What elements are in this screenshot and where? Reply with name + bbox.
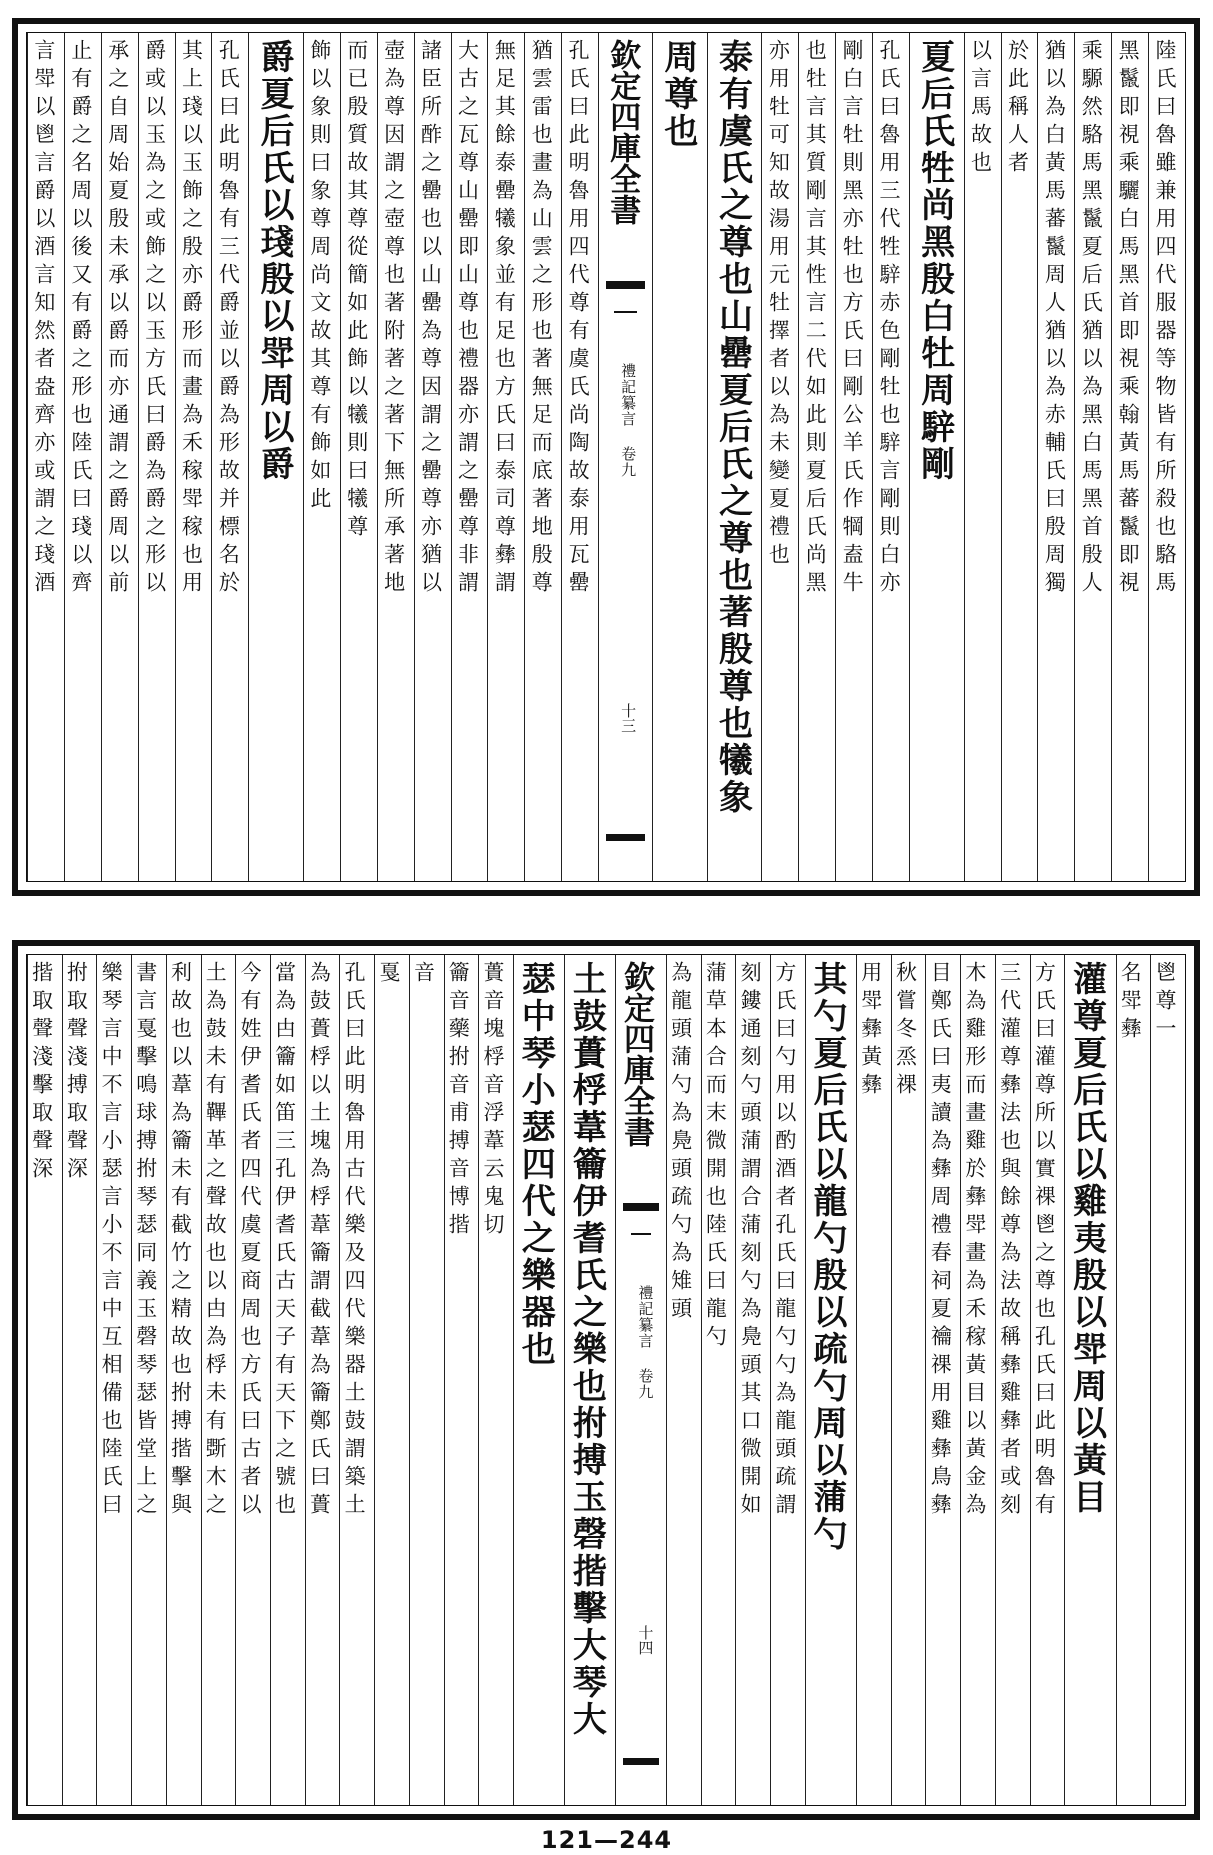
commentary-column: 其上琖以玉飾之殷亦爵形而畫為禾稼斝稼也用 xyxy=(175,33,212,881)
commentary-column: 書言戛擊鳴球搏拊琴瑟同義玉磬琴瑟皆堂上之 xyxy=(131,955,166,1805)
commentary-column: 孔氏曰此明魯有三代爵並以爵為形故并標名於 xyxy=(211,33,248,881)
main-text-column: 周尊也 xyxy=(652,33,707,881)
volume-name: 卷九 xyxy=(619,446,638,478)
commentary-column: 樂琴言中不言小瑟言小不言中互相備也陸氏曰 xyxy=(96,955,131,1805)
main-text-column: 泰有虞氏之尊也山罍夏后氏之尊也著殷尊也犧象 xyxy=(707,33,762,881)
main-text-column: 土鼓蕢桴葦籥伊耆氏之樂也拊搏玉磬揩擊大琴大 xyxy=(564,955,615,1805)
top-page-text-block xyxy=(26,32,1186,882)
commentary-column: 無足其餘泰罍犧象並有足也方氏曰泰司尊彝謂 xyxy=(487,33,524,881)
center-gutter xyxy=(615,955,666,1805)
volume-name: 卷九 xyxy=(636,1368,655,1400)
book-name: 禮記纂言 xyxy=(619,363,638,427)
commentary-column: 以言馬故也 xyxy=(964,33,1001,881)
commentary-column: 戛 xyxy=(374,955,409,1805)
commentary-column: 剛白言牡則黑亦牡也方氏曰剛公羊氏作犅盍牛 xyxy=(835,33,872,881)
commentary-column: 蒲草本合而末微開也陸氏曰龍勺 xyxy=(701,955,736,1805)
bottom-page xyxy=(12,940,1200,1820)
commentary-column: 止有爵之名周以後又有爵之形也陸氏曰琖以齊 xyxy=(64,33,101,881)
leaf-page-number: 十三 xyxy=(619,703,638,733)
commentary-column: 三代灌尊彝法也與餘尊為法故稱彝雞彝者或刻 xyxy=(995,955,1030,1805)
main-text-column: 其勺夏后氏以龍勺殷以疏勺周以蒲勺 xyxy=(805,955,856,1805)
commentary-column: 為鼓蕢桴以土塊為桴葦籥謂截葦為籥鄭氏曰蕢 xyxy=(305,955,340,1805)
commentary-column: 亦用牡可知故湯用元牡擇者以為未變夏禮也 xyxy=(761,33,798,881)
commentary-column: 蕢音塊桴音浮葦云鬼切 xyxy=(478,955,513,1805)
book-volume-label xyxy=(617,363,639,478)
commentary-column: 目鄭氏曰夷讀為彝周禮春祠夏禴祼用雞彝鳥彝 xyxy=(925,955,960,1805)
page-footer-number: 121—244 xyxy=(540,1826,673,1854)
commentary-column: 用斝彝黃彝 xyxy=(856,955,891,1805)
main-text-column: 瑟中琴小瑟四代之樂器也 xyxy=(513,955,564,1805)
commentary-column: 而已殷質故其尊從簡如此飾以犧則曰犧尊 xyxy=(340,33,377,881)
center-gutter xyxy=(598,33,652,881)
book-header-title: 欽定四庫全書 xyxy=(604,39,641,225)
commentary-column: 名斝彝 xyxy=(1116,955,1151,1805)
commentary-column: 爵或以玉為之或飾之以玉方氏曰爵為爵之形以 xyxy=(138,33,175,881)
main-text-column: 夏后氏牲尚黑殷白牡周騂剛 xyxy=(909,33,964,881)
commentary-column: 方氏曰灌尊所以實祼鬯之尊也孔氏曰此明魯有 xyxy=(1030,955,1065,1805)
commentary-column: 今有姓伊耆氏者四代虞夏商周也方氏曰古者以 xyxy=(235,955,270,1805)
commentary-column: 方氏曰勺用以酌酒者孔氏曰龍勺勺為龍頭疏謂 xyxy=(770,955,805,1805)
commentary-column: 承之自周始夏殷未承以爵而亦通謂之爵周以前 xyxy=(101,33,138,881)
top-page xyxy=(12,18,1200,896)
commentary-column: 飾以象則曰象尊周尚文故其尊有飾如此 xyxy=(303,33,340,881)
commentary-column: 刻鏤通刻勺頭蒲謂合蒲刻勺為鳧頭其口微開如 xyxy=(735,955,770,1805)
commentary-column: 言斝以鬯言爵以酒言知然者盎齊亦或謂之琖酒 xyxy=(27,33,64,881)
commentary-column: 諸臣所酢之罍也以山罍為尊因謂之罍尊亦猶以 xyxy=(414,33,451,881)
commentary-column: 孔氏曰此明魯用古代樂及四代樂器土鼓謂築土 xyxy=(339,955,374,1805)
commentary-column: 猶以為白黃馬蕃鬣周人猶以為赤輔氏曰殷周獨 xyxy=(1037,33,1074,881)
commentary-column: 秋嘗冬烝祼 xyxy=(891,955,926,1805)
commentary-column: 鬯尊一 xyxy=(1150,955,1185,1805)
book-header-title: 欽定四庫全書 xyxy=(617,961,654,1147)
commentary-column: 孔氏曰魯用三代牲騂赤色剛牡也騂言剛則白亦 xyxy=(872,33,909,881)
commentary-column: 籥音藥拊音甫搏音博揩 xyxy=(444,955,479,1805)
commentary-column: 孔氏曰此明魯用四代尊有虞氏尚陶故泰用瓦罍 xyxy=(561,33,598,881)
commentary-column: 於此稱人者 xyxy=(1001,33,1038,881)
main-text-column: 爵夏后氏以琖殷以斝周以爵 xyxy=(248,33,303,881)
commentary-column: 拊取聲淺搏取聲深 xyxy=(62,955,97,1805)
leaf-page-number: 十四 xyxy=(636,1625,655,1655)
commentary-column: 也牡言其質剛言其性言二代如此則夏后氏尚黑 xyxy=(798,33,835,881)
commentary-column: 音 xyxy=(409,955,444,1805)
commentary-column: 壺為尊因謂之壺尊也著附著之著下無所承著地 xyxy=(377,33,414,881)
bottom-page-text-block xyxy=(26,954,1186,1806)
commentary-column: 利故也以葦為籥未有截竹之精故也拊搏揩擊與 xyxy=(166,955,201,1805)
commentary-column: 揩取聲淺擊取聲深 xyxy=(27,955,62,1805)
lower-fishtail-mark-icon xyxy=(606,782,645,841)
commentary-column: 當為甴籥如笛三孔伊耆氏古天子有天下之號也 xyxy=(270,955,305,1805)
book-volume-label xyxy=(634,1285,656,1400)
commentary-column: 土為鼓未有鞸革之聲故也以甴為桴未有斲木之 xyxy=(201,955,236,1805)
main-text-column: 灌尊夏后氏以雞夷殷以斝周以黃目 xyxy=(1064,955,1115,1805)
commentary-column: 黑鬣即視乘驪白馬黑首即視乘翰黃馬蕃鬣即視 xyxy=(1111,33,1148,881)
commentary-column: 陸氏曰魯雖兼用四代服器等物皆有所殺也駱馬 xyxy=(1148,33,1185,881)
commentary-column: 乘騵然駱馬黑鬣夏后氏猶以為黑白馬黑首殷人 xyxy=(1074,33,1111,881)
lower-fishtail-mark-icon xyxy=(623,1706,659,1765)
fishtail-mark-icon xyxy=(623,1203,659,1269)
commentary-column: 木為雞形而畫雞於彝斝畫為禾稼黃目以黃金為 xyxy=(960,955,995,1805)
fishtail-mark-icon xyxy=(606,281,645,347)
commentary-column: 大古之瓦尊山罍即山尊也禮器亦謂之罍尊非謂 xyxy=(451,33,488,881)
commentary-column: 為龍頭蒲勺為鳧頭疏勺為雉頭 xyxy=(666,955,701,1805)
commentary-column: 猶雲雷也畫為山雲之形也著無足而底著地殷尊 xyxy=(524,33,561,881)
book-name: 禮記纂言 xyxy=(636,1285,655,1349)
